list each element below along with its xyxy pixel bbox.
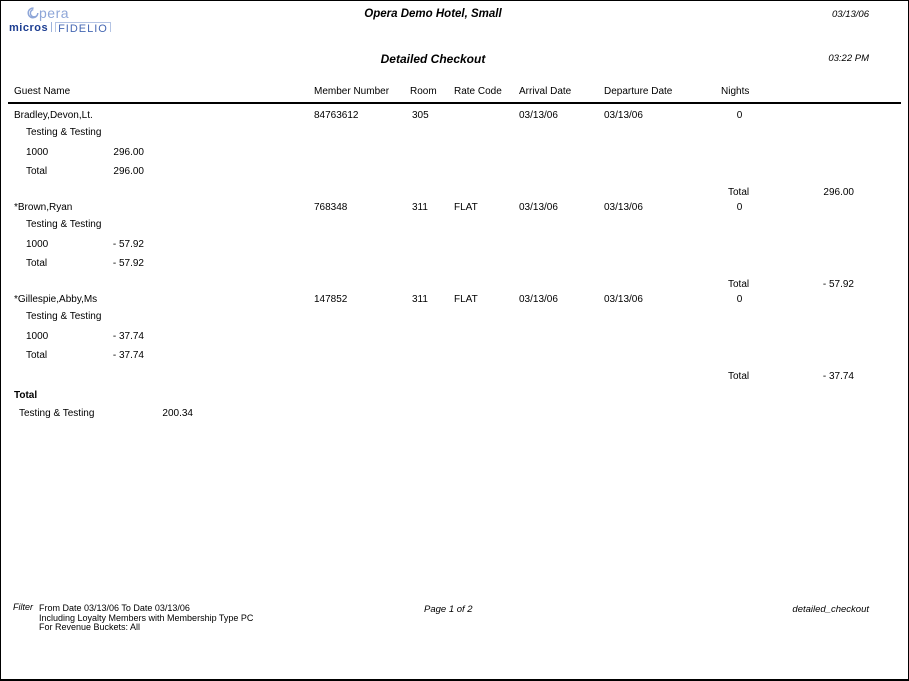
guest-total-label: Total <box>728 279 750 290</box>
guest-total-amount: - 57.92 <box>822 279 854 290</box>
arrival-date: 03/13/06 <box>519 202 558 213</box>
arrival-date: 03/13/06 <box>519 110 558 121</box>
grand-total-amount: 200.34 <box>162 408 193 419</box>
revenue-bucket-label: Testing & Testing <box>26 219 102 230</box>
bucket-total-amount: - 37.74 <box>112 350 144 361</box>
filter-line-buckets: For Revenue Buckets: All <box>39 622 141 633</box>
departure-date: 03/13/06 <box>604 110 643 121</box>
micros-fidelio-wordmark <box>9 22 111 34</box>
guest-total-label: Total <box>728 187 750 198</box>
nights-count: 0 <box>736 294 743 305</box>
guest-record <box>1 291 908 383</box>
opera-logo-text: pera <box>39 5 70 21</box>
arrival-date: 03/13/06 <box>519 294 558 305</box>
filter-line-membership: Including Loyalty Members with Membership Type PC <box>39 612 254 623</box>
departure-date: 03/13/06 <box>604 294 643 305</box>
departure-date: 03/13/06 <box>604 202 643 213</box>
grand-total-bucket-label: Testing & Testing <box>19 408 95 419</box>
page-title: Detailed Checkout <box>380 52 486 66</box>
filter-label: Filter <box>13 602 33 612</box>
revenue-bucket-label: Testing & Testing <box>26 127 102 138</box>
micros-logo-text: micros <box>9 22 49 34</box>
fidelio-logo-text: FIDELIO <box>55 22 111 32</box>
filter-line-dates: From Date 03/13/06 To Date 03/13/06 <box>39 603 190 613</box>
bucket-amount: 296.00 <box>113 147 144 158</box>
room-number: 305 <box>412 110 429 121</box>
guest-record <box>1 199 908 291</box>
guest-record <box>1 107 908 199</box>
member-number: 84763612 <box>314 110 359 121</box>
page-number: Page 1 of 2 <box>424 604 473 615</box>
rate-code: FLAT <box>454 202 478 213</box>
guest-total-amount: - 37.74 <box>822 371 854 382</box>
nights-count: 0 <box>736 202 743 213</box>
filter-description <box>39 604 253 633</box>
member-number: 147852 <box>314 294 348 305</box>
column-header-nights: Nights <box>721 86 750 97</box>
column-header-arrival-date: Arrival Date <box>519 86 572 97</box>
guest-name: *Brown,Ryan <box>14 202 73 213</box>
bucket-total-amount: - 57.92 <box>112 258 144 269</box>
logo-divider <box>51 22 52 32</box>
bucket-code: 1000 <box>26 147 49 158</box>
bucket-code: 1000 <box>26 331 49 342</box>
report-date: 03/13/06 <box>832 9 869 20</box>
bucket-total-label: Total <box>26 258 48 269</box>
report-time: 03:22 PM <box>828 53 869 64</box>
report-file-name: detailed_checkout <box>792 604 869 615</box>
header-divider-line <box>8 102 901 104</box>
bucket-amount: - 37.74 <box>112 331 144 342</box>
bucket-total-label: Total <box>26 350 48 361</box>
member-number: 768348 <box>314 202 348 213</box>
guest-name: *Gillespie,Abby,Ms <box>14 294 98 305</box>
guest-total-amount: 296.00 <box>823 187 854 198</box>
column-header-member-number: Member Number <box>314 86 390 97</box>
grand-total-label: Total <box>14 390 38 401</box>
revenue-bucket-label: Testing & Testing <box>26 311 102 322</box>
bucket-amount: - 57.92 <box>112 239 144 250</box>
bucket-total-label: Total <box>26 166 48 177</box>
column-header-room: Room <box>410 86 437 97</box>
nights-count: 0 <box>736 110 743 121</box>
rate-code: FLAT <box>454 294 478 305</box>
column-header-departure-date: Departure Date <box>604 86 673 97</box>
room-number: 311 <box>412 294 428 305</box>
room-number: 311 <box>412 202 428 213</box>
guest-total-label: Total <box>728 371 750 382</box>
bucket-total-amount: 296.00 <box>113 166 144 177</box>
column-header-rate-code: Rate Code <box>454 86 502 97</box>
bucket-code: 1000 <box>26 239 49 250</box>
guest-name: Bradley,Devon,Lt. <box>14 110 93 121</box>
column-header-guest-name: Guest Name <box>14 86 71 97</box>
hotel-name: Opera Demo Hotel, Small <box>364 8 502 20</box>
